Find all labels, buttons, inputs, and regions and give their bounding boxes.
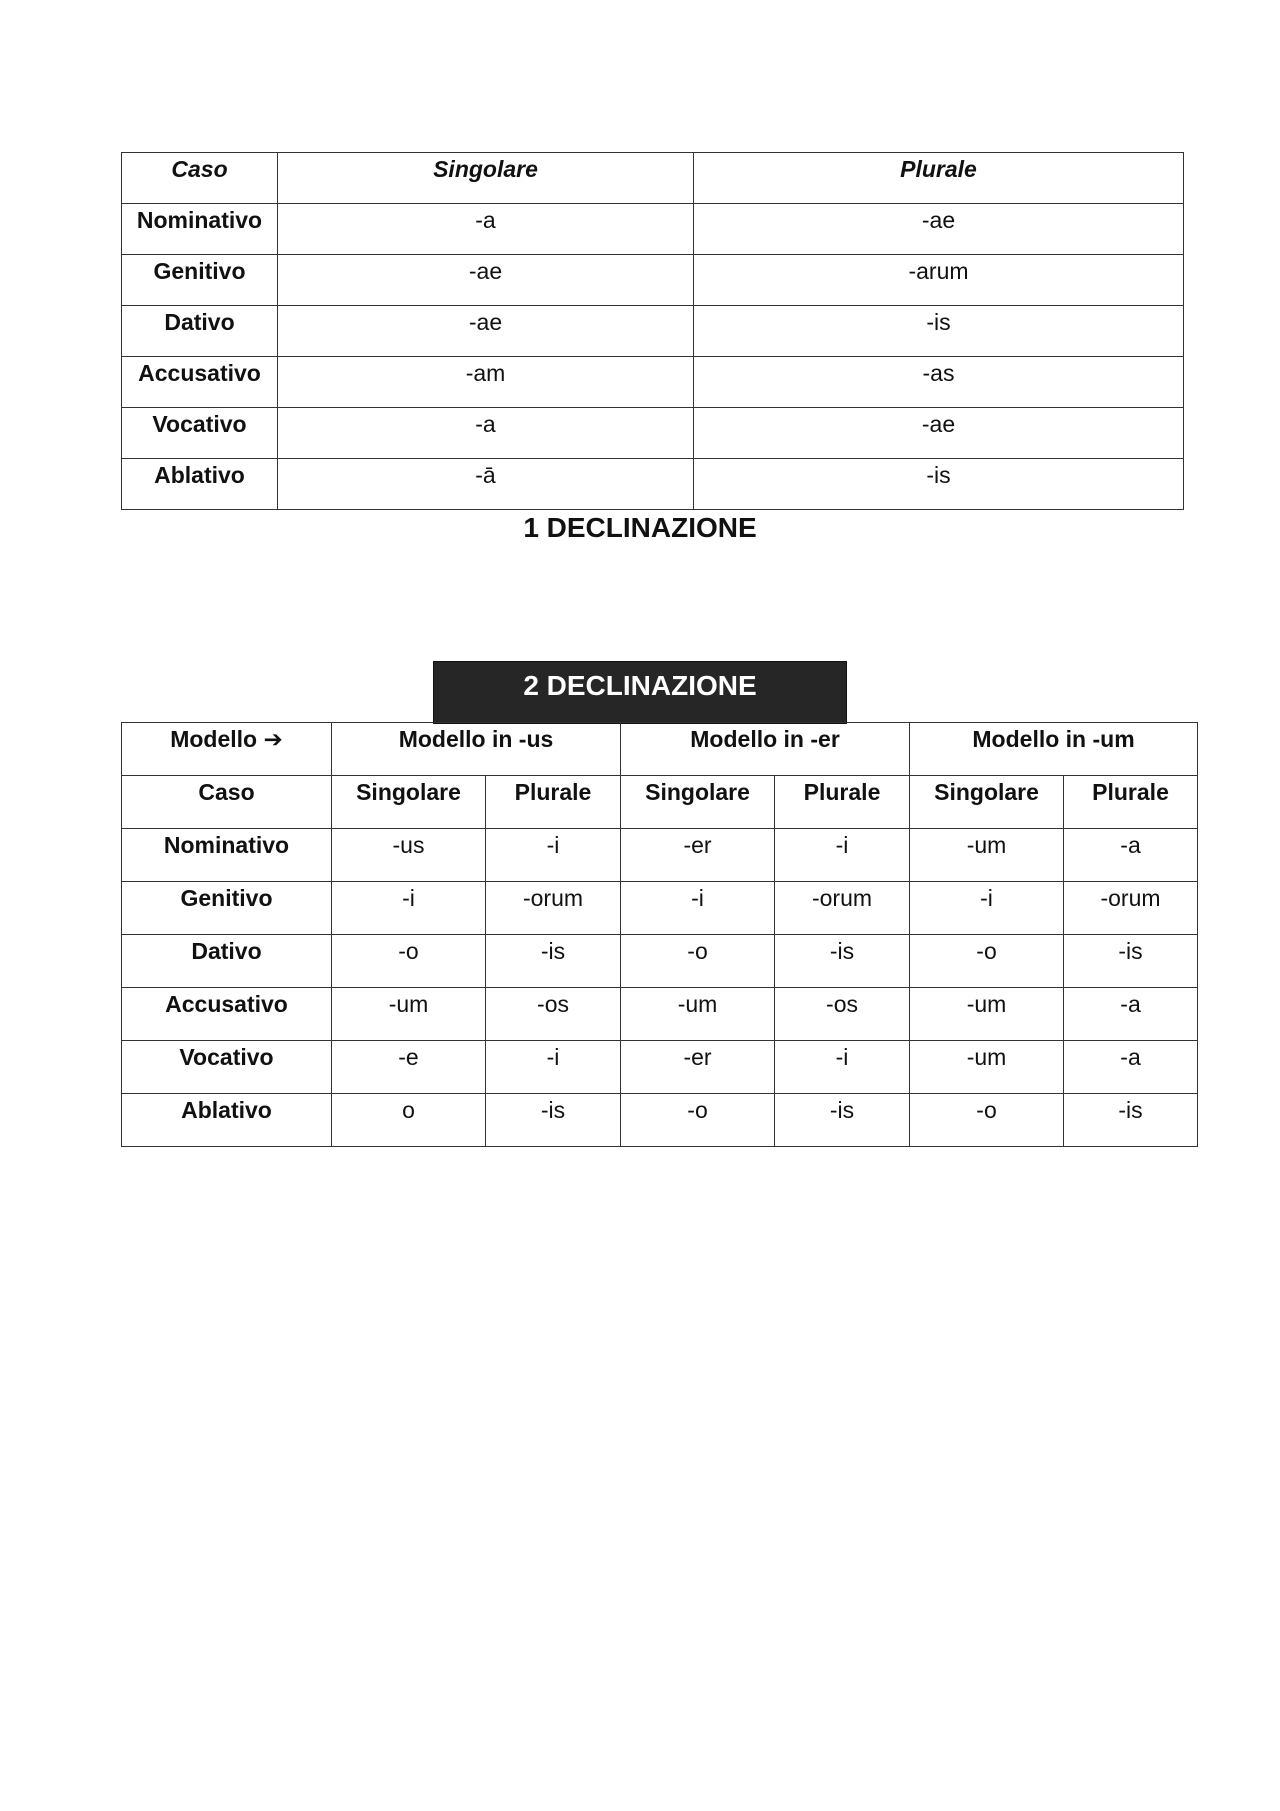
ending-cell: -a <box>1064 988 1198 1041</box>
ending-cell: -orum <box>486 882 621 935</box>
ending-cell: -is <box>1064 935 1198 988</box>
table-row <box>122 408 1184 459</box>
ending-cell: -i <box>486 829 621 882</box>
table-row <box>122 459 1184 510</box>
case-label: Accusativo <box>122 988 332 1041</box>
header-plurale: Plurale <box>1064 776 1198 829</box>
header-caso: Caso <box>122 153 278 204</box>
ending-cell: -a <box>1064 829 1198 882</box>
ending-cell: -um <box>910 988 1064 1041</box>
singular-ending: -am <box>278 357 694 408</box>
plural-ending: -ae <box>694 408 1184 459</box>
model-us-header: Modello in -us <box>332 723 621 776</box>
case-label: Dativo <box>122 935 332 988</box>
case-label: Nominativo <box>122 829 332 882</box>
singular-ending: -ae <box>278 306 694 357</box>
case-label: Vocativo <box>122 1041 332 1094</box>
header-plurale: Plurale <box>486 776 621 829</box>
case-label: Dativo <box>122 306 278 357</box>
ending-cell: -um <box>332 988 486 1041</box>
ending-cell: -os <box>775 988 910 1041</box>
case-label: Ablativo <box>122 459 278 510</box>
ending-cell: o <box>332 1094 486 1147</box>
ending-cell: -um <box>910 829 1064 882</box>
ending-cell: -um <box>621 988 775 1041</box>
case-label: Nominativo <box>122 204 278 255</box>
ending-cell: -i <box>486 1041 621 1094</box>
ending-cell: -orum <box>1064 882 1198 935</box>
table-row <box>122 306 1184 357</box>
subheader-row <box>122 776 1198 829</box>
ending-cell: -os <box>486 988 621 1041</box>
ending-cell: -o <box>910 935 1064 988</box>
ending-cell: -is <box>775 1094 910 1147</box>
ending-cell: -e <box>332 1041 486 1094</box>
ending-cell: -a <box>1064 1041 1198 1094</box>
singular-ending: -ae <box>278 255 694 306</box>
ending-cell: -is <box>775 935 910 988</box>
table-row <box>122 829 1198 882</box>
ending-cell: -er <box>621 1041 775 1094</box>
case-label: Genitivo <box>122 255 278 306</box>
ending-cell: -er <box>621 829 775 882</box>
ending-cell: -us <box>332 829 486 882</box>
ending-cell: -i <box>332 882 486 935</box>
ending-cell: -orum <box>775 882 910 935</box>
ending-cell: -i <box>775 1041 910 1094</box>
header-plurale: Plurale <box>694 153 1184 204</box>
singular-ending: -ā <box>278 459 694 510</box>
header-singolare: Singolare <box>621 776 775 829</box>
ending-cell: -o <box>621 935 775 988</box>
singular-ending: -a <box>278 408 694 459</box>
table-row <box>122 882 1198 935</box>
table-row <box>122 935 1198 988</box>
table-row <box>122 204 1184 255</box>
ending-cell: -is <box>486 935 621 988</box>
ending-cell: -is <box>486 1094 621 1147</box>
table-row <box>122 255 1184 306</box>
ending-cell: -i <box>775 829 910 882</box>
header-singolare: Singolare <box>332 776 486 829</box>
header-caso: Caso <box>122 776 332 829</box>
model-header-row <box>122 723 1198 776</box>
table-row <box>122 357 1184 408</box>
plural-ending: -is <box>694 459 1184 510</box>
ending-cell: -o <box>332 935 486 988</box>
case-label: Ablativo <box>122 1094 332 1147</box>
ending-cell: -um <box>910 1041 1064 1094</box>
second-declension-title: 2 DECLINAZIONE <box>433 661 847 724</box>
ending-cell: -is <box>1064 1094 1198 1147</box>
plural-ending: -is <box>694 306 1184 357</box>
plural-ending: -as <box>694 357 1184 408</box>
case-label: Vocativo <box>122 408 278 459</box>
table-row <box>122 1041 1198 1094</box>
case-label: Accusativo <box>122 357 278 408</box>
model-er-header: Modello in -er <box>621 723 910 776</box>
first-declension-table <box>121 152 1184 510</box>
second-declension-table <box>121 722 1198 1147</box>
model-um-header: Modello in -um <box>910 723 1198 776</box>
plural-ending: -arum <box>694 255 1184 306</box>
header-plurale: Plurale <box>775 776 910 829</box>
singular-ending: -a <box>278 204 694 255</box>
header-singolare: Singolare <box>278 153 694 204</box>
ending-cell: -o <box>621 1094 775 1147</box>
table-header-row <box>122 153 1184 204</box>
first-declension-title: 1 DECLINAZIONE <box>523 512 757 543</box>
plural-ending: -ae <box>694 204 1184 255</box>
case-label: Genitivo <box>122 882 332 935</box>
model-label: Modello ➔ <box>122 723 332 776</box>
table-row <box>122 1094 1198 1147</box>
ending-cell: -i <box>910 882 1064 935</box>
header-singolare: Singolare <box>910 776 1064 829</box>
table-row <box>122 988 1198 1041</box>
ending-cell: -o <box>910 1094 1064 1147</box>
ending-cell: -i <box>621 882 775 935</box>
